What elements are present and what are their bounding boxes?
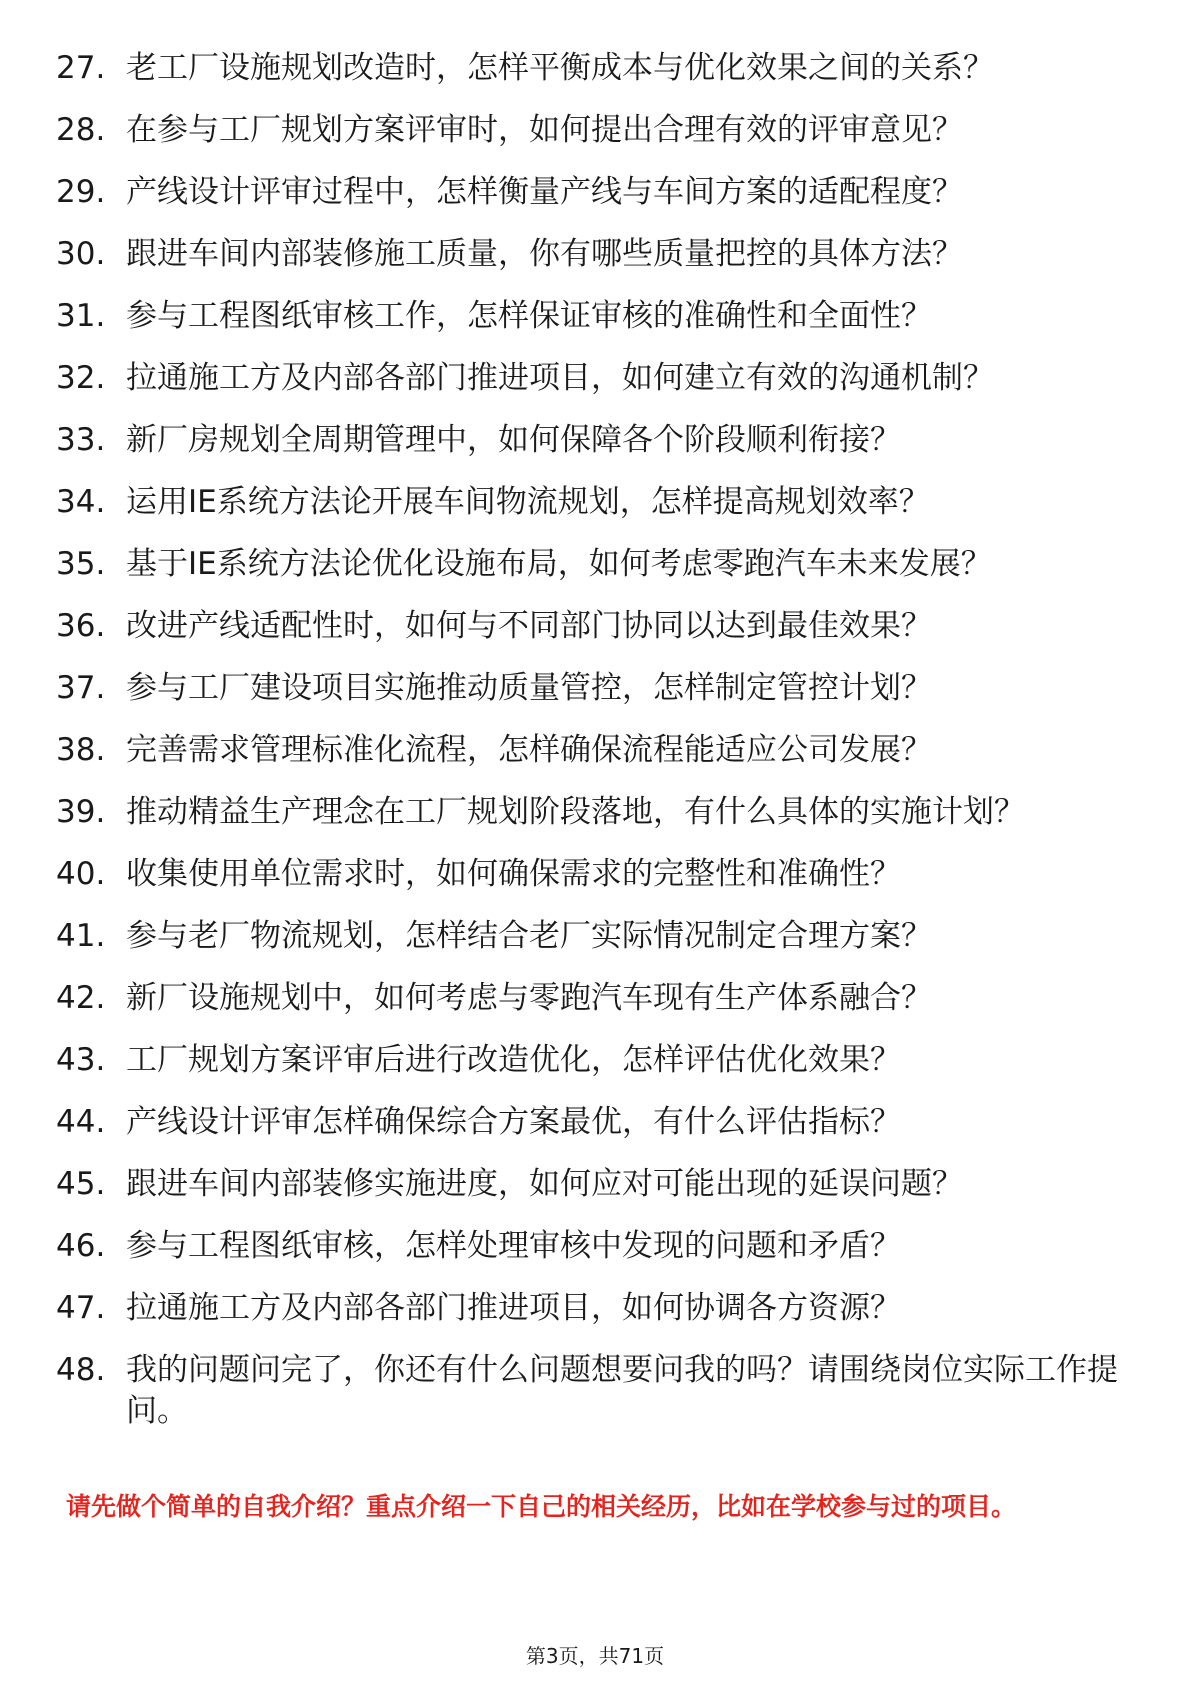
question-text: 新厂房规划全周期管理中，如何保障各个阶段顺利衔接？ <box>126 422 901 458</box>
question-number: 28. <box>56 112 106 148</box>
question-list <box>56 48 1136 1453</box>
question-number: 42. <box>56 980 106 1016</box>
question-item <box>56 668 1136 709</box>
question-item <box>56 482 1136 523</box>
question-item <box>56 730 1136 771</box>
question-number: 33. <box>56 422 106 458</box>
question-text: 收集使用单位需求时，如何确保需求的完整性和准确性？ <box>126 856 901 892</box>
question-text: 推动精益生产理念在工厂规划阶段落地，有什么具体的实施计划？ <box>126 794 1025 830</box>
question-text: 改进产线适配性时，如何与不同部门协同以达到最佳效果？ <box>126 608 932 644</box>
question-item <box>56 234 1136 275</box>
question-number: 35. <box>56 546 106 582</box>
question-text: 拉通施工方及内部各部门推进项目，如何协调各方资源？ <box>126 1290 901 1326</box>
question-number: 45. <box>56 1166 106 1202</box>
question-text: 参与工程图纸审核工作，怎样保证审核的准确性和全面性？ <box>126 298 932 334</box>
question-item <box>56 1164 1136 1205</box>
question-text: 新厂设施规划中，如何考虑与零跑汽车现有生产体系融合？ <box>126 980 932 1016</box>
question-text: 运用IE系统方法论开展车间物流规划，怎样提高规划效率？ <box>126 484 930 520</box>
question-text: 老工厂设施规划改造时，怎样平衡成本与优化效果之间的关系？ <box>126 50 994 86</box>
question-number: 37. <box>56 670 106 706</box>
question-number: 48. <box>56 1352 106 1388</box>
question-item <box>56 296 1136 337</box>
question-text: 参与老厂物流规划，怎样结合老厂实际情况制定合理方案？ <box>126 918 932 954</box>
question-number: 34. <box>56 484 106 520</box>
question-text: 跟进车间内部装修施工质量，你有哪些质量把控的具体方法？ <box>126 236 963 272</box>
question-text: 基于IE系统方法论优化设施布局，如何考虑零跑汽车未来发展？ <box>126 546 992 582</box>
question-number: 31. <box>56 298 106 334</box>
question-number: 27. <box>56 50 106 86</box>
question-item <box>56 854 1136 895</box>
question-number: 29. <box>56 174 106 210</box>
question-text: 完善需求管理标准化流程，怎样确保流程能适应公司发展？ <box>126 732 932 768</box>
question-text: 在参与工厂规划方案评审时，如何提出合理有效的评审意见？ <box>126 112 963 148</box>
question-number: 46. <box>56 1228 106 1264</box>
question-number: 44. <box>56 1104 106 1140</box>
question-text: 我的问题问完了，你还有什么问题想要问我的吗？请围绕岗位实际工作提问。 <box>126 1352 1118 1429</box>
question-item <box>56 48 1136 89</box>
question-number: 40. <box>56 856 106 892</box>
question-item <box>56 110 1136 151</box>
question-number: 47. <box>56 1290 106 1326</box>
page-number: 第3页，共71页 <box>525 1644 665 1668</box>
question-text: 拉通施工方及内部各部门推进项目，如何建立有效的沟通机制？ <box>126 360 994 396</box>
question-item <box>56 1102 1136 1143</box>
question-number: 43. <box>56 1042 106 1078</box>
question-item <box>56 1288 1136 1329</box>
intro-prompt: 请先做个简单的自我介绍？重点介绍一下自己的相关经历，比如在学校参与过的项目。 <box>66 1492 1017 1521</box>
question-number: 41. <box>56 918 106 954</box>
question-item <box>56 916 1136 957</box>
question-item <box>56 1226 1136 1267</box>
question-text: 产线设计评审怎样确保综合方案最优，有什么评估指标？ <box>126 1104 901 1140</box>
question-item <box>56 606 1136 647</box>
question-item <box>56 358 1136 399</box>
question-text: 参与工厂建设项目实施推动质量管控，怎样制定管控计划？ <box>126 670 932 706</box>
question-text: 工厂规划方案评审后进行改造优化，怎样评估优化效果？ <box>126 1042 901 1078</box>
question-item <box>56 544 1136 585</box>
question-text: 产线设计评审过程中，怎样衡量产线与车间方案的适配程度？ <box>126 174 963 210</box>
question-text: 参与工程图纸审核，怎样处理审核中发现的问题和矛盾？ <box>126 1228 901 1264</box>
question-item <box>56 978 1136 1019</box>
question-item <box>56 792 1136 833</box>
question-number: 32. <box>56 360 106 396</box>
question-number: 36. <box>56 608 106 644</box>
question-item <box>56 1350 1136 1432</box>
question-item <box>56 420 1136 461</box>
question-text: 跟进车间内部装修实施进度，如何应对可能出现的延误问题？ <box>126 1166 963 1202</box>
question-item <box>56 1040 1136 1081</box>
question-number: 38. <box>56 732 106 768</box>
question-number: 39. <box>56 794 106 830</box>
question-item <box>56 172 1136 213</box>
question-number: 30. <box>56 236 106 272</box>
